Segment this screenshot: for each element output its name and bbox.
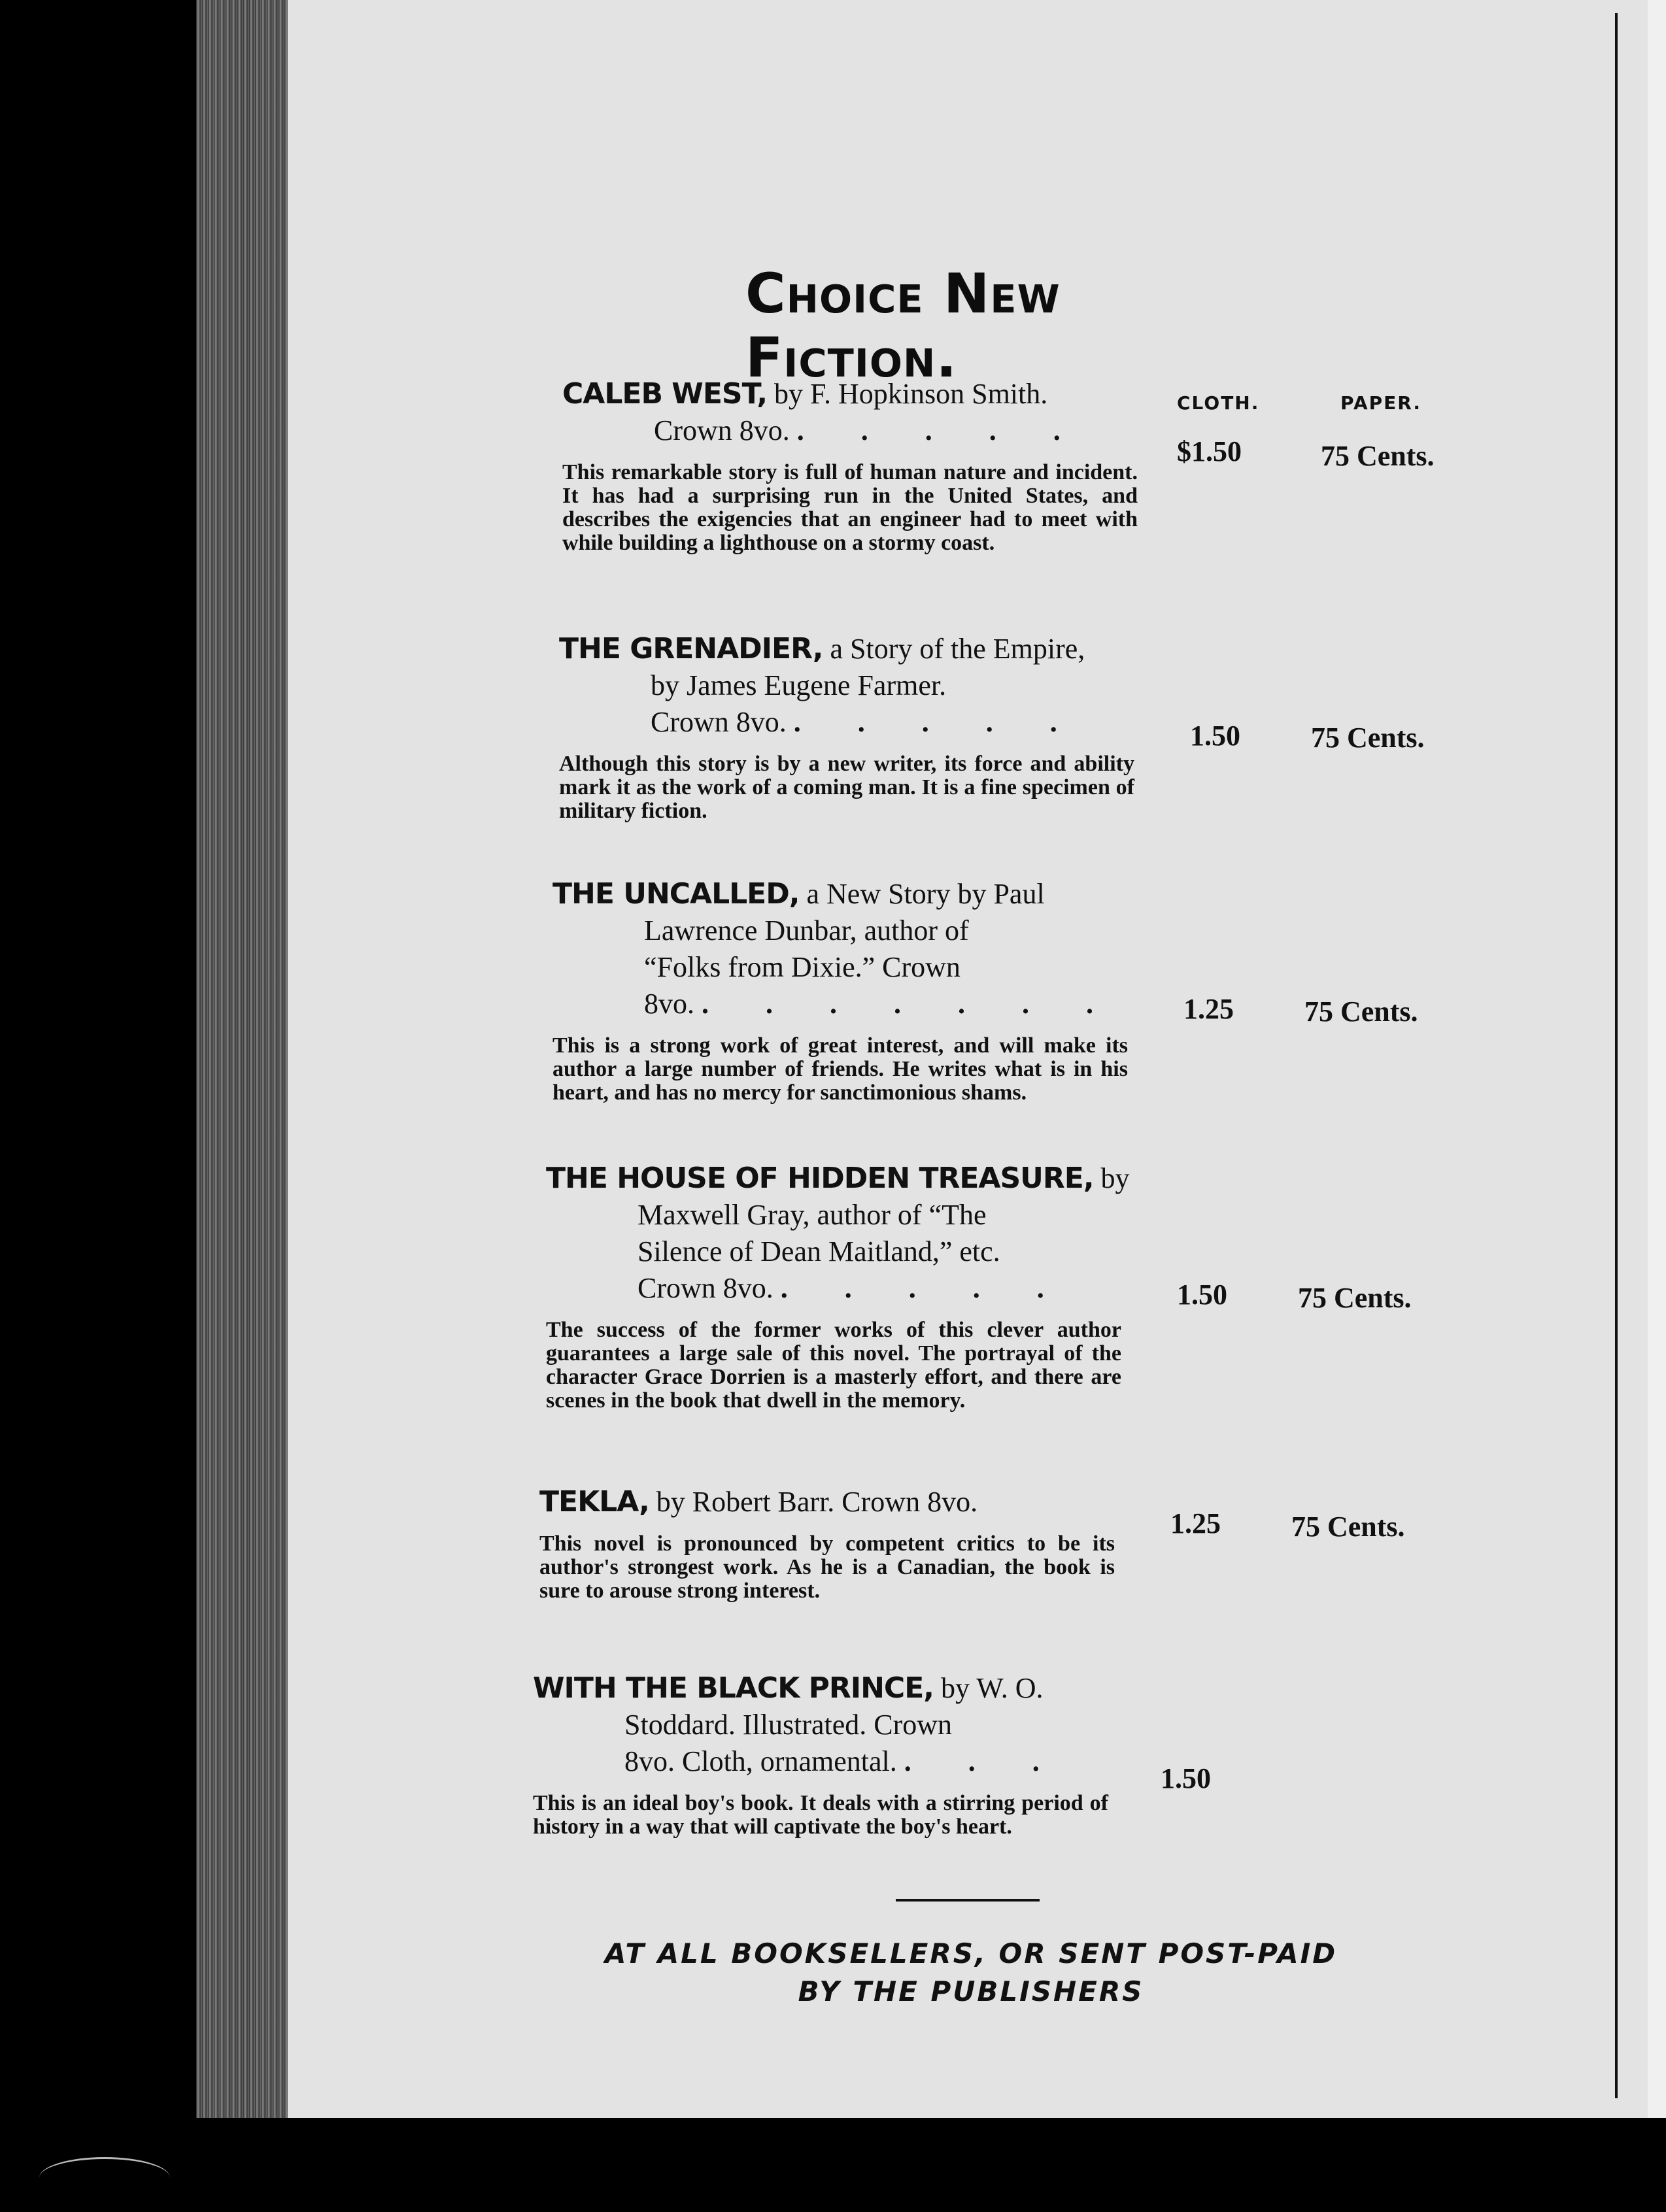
book-title: TEKLA, <box>539 1485 649 1518</box>
book-entry <box>546 1160 1141 1413</box>
price-paper: 75 Cents. <box>1298 1282 1412 1314</box>
book-title: THE GRENADIER, <box>559 632 823 665</box>
leader-dots: . . . . . . . <box>702 988 1118 1020</box>
book-byline: by F. Hopkinson Smith. <box>774 378 1048 410</box>
book-details: “Folks from Dixie.” Crown <box>644 951 960 983</box>
divider-rule <box>896 1899 1040 1902</box>
book-details: Stoddard. Illustrated. Crown <box>624 1709 953 1741</box>
book-details: Crown 8vo. <box>654 414 790 446</box>
book-byline: a Story of the Empire, <box>830 633 1085 665</box>
book-entry <box>552 876 1141 1105</box>
book-details: Crown 8vo. <box>638 1272 774 1304</box>
leader-dots: . . . . . <box>793 706 1082 738</box>
book-title: THE HOUSE OF HIDDEN TREASURE, <box>546 1162 1094 1195</box>
book-description: This is an ideal boy's book. It deals with a stirring period of history in a way that will captivate the boy's heart. <box>533 1791 1108 1839</box>
price-paper: 75 Cents. <box>1321 440 1435 472</box>
price-paper: 75 Cents. <box>1291 1511 1405 1543</box>
book-byline: by W. O. <box>941 1672 1044 1704</box>
book-title: THE UNCALLED, <box>552 877 800 911</box>
leader-dots: . . . . . <box>796 414 1085 446</box>
page-title: Choice New Fiction. <box>745 261 1061 390</box>
book-entry <box>562 376 1151 555</box>
column-header-paper: PAPER. <box>1340 392 1421 414</box>
book-byline: by <box>1100 1162 1130 1194</box>
price-paper: 75 Cents. <box>1311 722 1425 754</box>
book-description: Although this story is by a new writer, its force and ability mark it as the work of a coming man. It is a fine specimen of military fiction. <box>559 752 1134 823</box>
book-details: 8vo. Cloth, ornamental. <box>624 1745 897 1777</box>
book-entry <box>539 1484 1134 1603</box>
book-byline: by Robert Barr. Crown 8vo. <box>656 1486 978 1518</box>
footer-line: AT ALL BOOKSELLERS, OR SENT POST-PAID <box>604 1937 1338 1969</box>
book-description: This is a strong work of great interest, and will make its author a large number of friends. He writes what is in his heart, and has no mercy for sanctimonious shams. <box>552 1033 1128 1105</box>
book-title: CALEB WEST, <box>562 377 768 411</box>
book-details: Lawrence Dunbar, author of <box>644 914 969 947</box>
book-entry <box>533 1670 1121 1839</box>
price-cloth: 1.25 <box>1170 1507 1221 1539</box>
price-cloth: 1.50 <box>1190 720 1240 752</box>
book-details: 8vo. <box>644 988 694 1020</box>
book-details: by James Eugene Farmer. <box>651 669 947 701</box>
book-details: Crown 8vo. <box>651 706 787 738</box>
book-description: The success of the former works of this clever author guarantees a large sale of this novel. The portrayal of the character Grace Dorrien is a masterly effort, and there are scenes in the book that dwell in the memory. <box>546 1318 1121 1413</box>
book-details: Silence of Dean Maitland,” etc. <box>638 1235 1000 1267</box>
leader-dots: . . . . . <box>780 1272 1069 1304</box>
book-entry <box>559 631 1148 823</box>
price-paper: 75 Cents. <box>1304 996 1418 1028</box>
footer-notice <box>562 1935 1380 2011</box>
footer-line: BY THE PUBLISHERS <box>798 1975 1144 2007</box>
facing-page-strip <box>1648 0 1666 2212</box>
scan-background <box>0 2118 1666 2212</box>
book-title: WITH THE BLACK PRINCE, <box>533 1671 934 1705</box>
price-cloth: 1.50 <box>1177 1279 1227 1311</box>
leader-dots: . . . <box>904 1745 1064 1777</box>
book-page-edges <box>196 0 294 2212</box>
price-cloth: 1.25 <box>1183 993 1234 1025</box>
book-description: This remarkable story is full of human nature and incident. It has had a surprising run in the United States, and describes the exigencies that an engineer had to meet with while building a lighthouse on a stormy coast. <box>562 460 1138 555</box>
book-byline: a New Story by Paul <box>806 878 1045 910</box>
column-header-cloth: CLOTH. <box>1177 392 1260 414</box>
page-border <box>1615 13 1618 2098</box>
price-cloth: $1.50 <box>1177 435 1242 467</box>
book-details: Maxwell Gray, author of “The <box>638 1199 987 1231</box>
book-description: This novel is pronounced by competent critics to be its author's strongest work. As he is a Canadian, the book is sure to arouse strong interest. <box>539 1532 1115 1603</box>
price-cloth: 1.50 <box>1161 1762 1211 1794</box>
